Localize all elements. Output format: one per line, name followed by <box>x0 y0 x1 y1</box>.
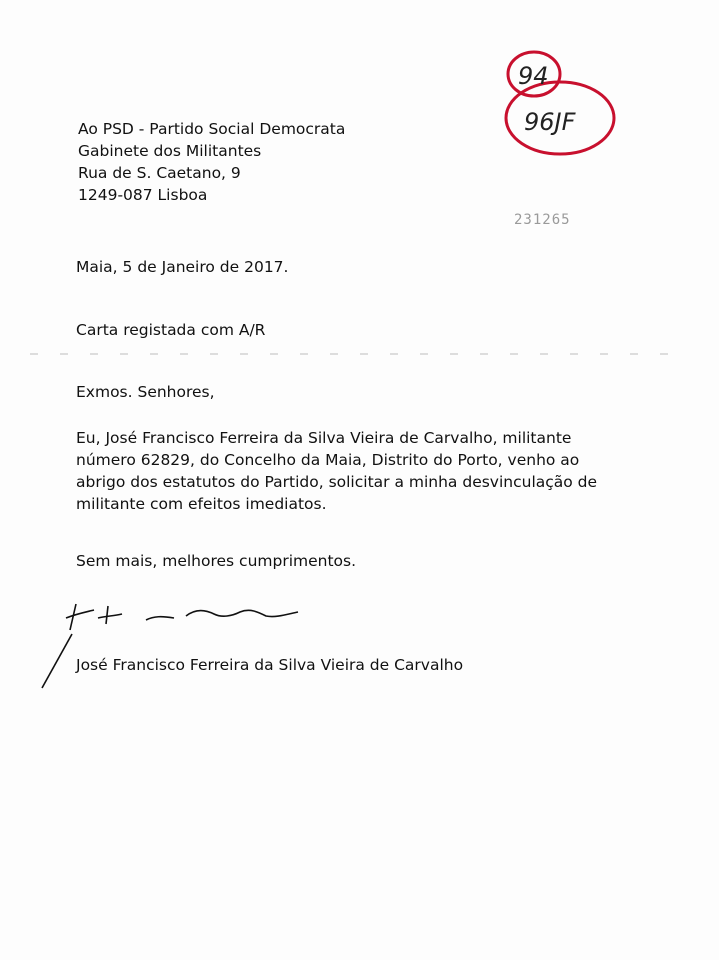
scan-artifact-dashes <box>30 350 690 358</box>
handwritten-red-marks <box>490 40 620 160</box>
body-paragraph <box>76 427 636 515</box>
recipient-line: Rua de S. Caetano, 9 <box>78 164 241 182</box>
recipient-line: Ao PSD - Partido Social Democrata <box>78 120 346 138</box>
date-line: Maia, 5 de Janeiro de 2017. <box>76 258 289 276</box>
handwritten-signature <box>36 596 326 691</box>
body-line: abrigo dos estatutos do Partido, solicitar a minha desvinculação de <box>76 473 598 491</box>
body-line: Eu, José Francisco Ferreira da Silva Vieira de Carvalho, militante <box>76 429 572 447</box>
handwritten-code: 96JF <box>524 108 576 136</box>
recipient-line: Gabinete dos Militantes <box>78 142 262 160</box>
recipient-address <box>78 118 345 206</box>
signer-name: José Francisco Ferreira da Silva Vieira de Carvalho <box>76 656 464 674</box>
registered-mail-line: Carta registada com A/R <box>76 321 266 339</box>
body-line: militante com efeitos imediatos. <box>76 495 327 513</box>
stamp-number: 231265 <box>514 212 571 228</box>
handwritten-number: 94 <box>518 62 549 90</box>
closing-line: Sem mais, melhores cumprimentos. <box>76 552 357 570</box>
salutation: Exmos. Senhores, <box>76 383 215 401</box>
body-line: número 62829, do Concelho da Maia, Distrito do Porto, venho ao <box>76 451 580 469</box>
recipient-line: 1249-087 Lisboa <box>78 186 208 204</box>
